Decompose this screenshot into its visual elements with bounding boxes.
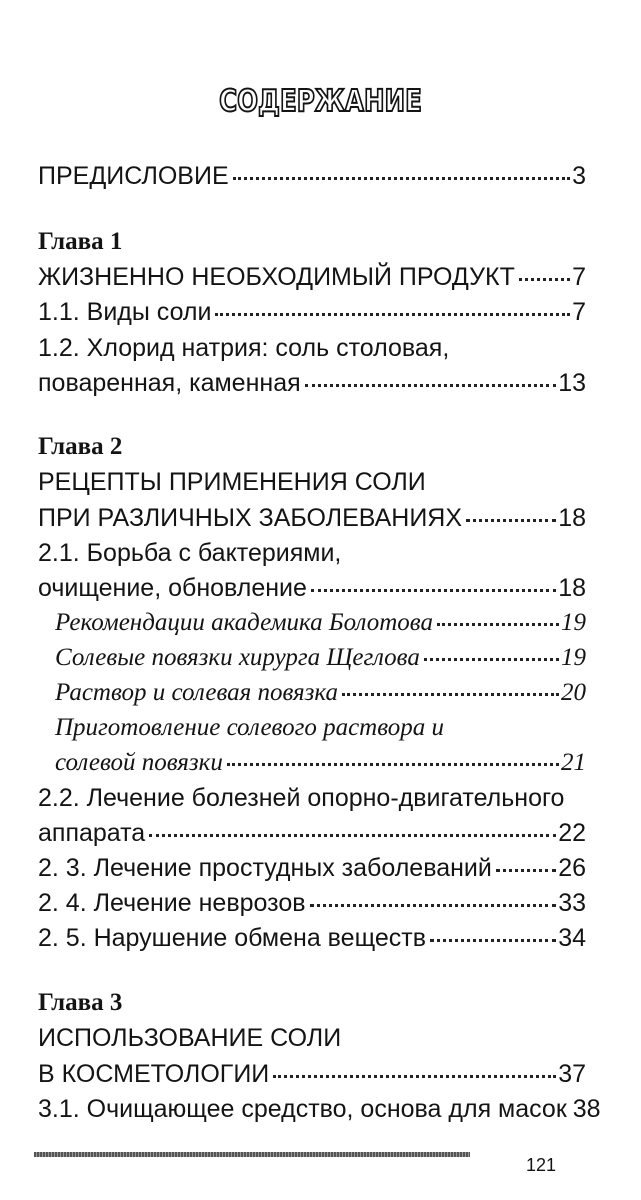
toc-entry-2-3	[38, 850, 586, 886]
toc-entry-label: ЖИЗНЕННО НЕОБХОДИМЫЙ ПРОДУКТ	[38, 263, 515, 291]
toc-entry-page: 3	[572, 162, 586, 190]
chapter-2-title-line1: РЕЦЕПТЫ ПРИМЕНЕНИЯ СОЛИ	[38, 468, 426, 496]
toc-entry-chapter-1-title	[38, 259, 586, 295]
toc-entry-page: 38	[572, 1095, 601, 1123]
leader-dots	[149, 833, 556, 837]
footer-rule	[34, 1152, 470, 1157]
chapter-3-title-line1: ИСПОЛЬЗОВАНИЕ СОЛИ	[38, 1024, 342, 1052]
toc-entry-label: ПРЕДИСЛОВИЕ	[38, 162, 229, 190]
toc-entry-page: 37	[558, 1060, 586, 1088]
toc-entry-page: 19	[561, 644, 586, 671]
toc-entry-chapter-2-title	[38, 500, 586, 536]
leader-dots	[305, 383, 557, 387]
toc-subentry-preparation	[55, 745, 586, 781]
toc-entry-label: 3.1. Очищающее средство, основа для масок	[38, 1095, 567, 1123]
toc-entry-chapter-3-title	[38, 1056, 586, 1092]
toc-entry-page: 21	[561, 749, 586, 776]
toc-entry-page: 22	[558, 819, 586, 847]
leader-dots	[466, 518, 556, 522]
toc-entry-label: поваренная, каменная	[38, 369, 301, 397]
leader-dots	[496, 868, 556, 872]
toc-entry-2-2	[38, 815, 586, 851]
toc-entry-label: 2. 3. Лечение простудных заболеваний	[38, 854, 492, 882]
toc-entry-label: Рекомендации академика Болотова	[55, 609, 433, 636]
toc-entry-preface	[38, 158, 586, 194]
chapter-3-heading: Глава 3	[38, 989, 123, 1016]
leader-dots	[273, 1074, 556, 1078]
leader-dots	[430, 938, 556, 942]
leader-dots	[424, 657, 559, 661]
leader-dots	[311, 588, 556, 592]
chapter-1-heading: Глава 1	[38, 228, 123, 255]
toc-subentry-shcheglov	[55, 640, 586, 676]
toc-entry-page: 7	[572, 263, 586, 291]
toc-subentry-preparation-line1: Приготовление солевого раствора и	[55, 714, 445, 741]
toc-entry-1-2-line1: 1.2. Хлорид натрия: соль столовая,	[38, 334, 450, 362]
toc-entry-1-2	[38, 365, 586, 401]
leader-dots	[519, 277, 570, 281]
toc-entry-2-4	[38, 885, 586, 921]
toc-entry-page: 18	[558, 504, 586, 532]
toc-entry-2-2-line1: 2.2. Лечение болезней опорно-двигательного	[38, 784, 565, 812]
toc-entry-page: 19	[561, 609, 586, 636]
leader-dots	[215, 312, 570, 316]
toc-entry-1-1	[38, 294, 586, 330]
toc-entry-page: 13	[558, 369, 586, 397]
leader-dots	[342, 692, 559, 696]
toc-entry-2-5	[38, 920, 586, 956]
toc-entry-page: 34	[558, 924, 586, 952]
toc-entry-page: 7	[572, 298, 586, 326]
leader-dots	[437, 622, 559, 626]
toc-entry-page: 18	[558, 574, 586, 602]
toc-entry-label: ПРИ РАЗЛИЧНЫХ ЗАБОЛЕВАНИЯХ	[38, 504, 463, 532]
toc-title: СОДЕРЖАНИЕ	[219, 84, 422, 119]
toc-entry-label: очищение, обновление	[38, 574, 307, 602]
toc-entry-page: 20	[561, 679, 586, 706]
toc-entry-label: Раствор и солевая повязка	[55, 679, 338, 706]
toc-subentry-solution	[55, 675, 586, 711]
toc-entry-label: солевой повязки	[55, 749, 223, 776]
toc-entry-page: 33	[558, 889, 586, 917]
toc-subentry-bolotov	[55, 605, 586, 641]
leader-dots	[227, 762, 559, 766]
toc-entry-3-1	[38, 1091, 601, 1127]
toc-entry-label: 1.1. Виды соли	[38, 298, 212, 326]
toc-entry-page: 26	[558, 854, 586, 882]
toc-entry-label: Солевые повязки хирурга Щеглова	[55, 644, 420, 671]
toc-entry-2-1-line1: 2.1. Борьба с бактериями,	[38, 539, 342, 567]
leader-dots	[310, 903, 557, 907]
chapter-2-heading: Глава 2	[38, 433, 123, 460]
toc-entry-label: 2. 4. Лечение неврозов	[38, 889, 306, 917]
toc-entry-label: аппарата	[38, 819, 146, 847]
page-number: 121	[526, 1155, 557, 1175]
toc-entry-label: В КОСМЕТОЛОГИИ	[38, 1060, 270, 1088]
leader-dots	[233, 176, 570, 180]
toc-entry-label: 2. 5. Нарушение обмена веществ	[38, 924, 427, 952]
toc-entry-2-1	[38, 570, 586, 606]
